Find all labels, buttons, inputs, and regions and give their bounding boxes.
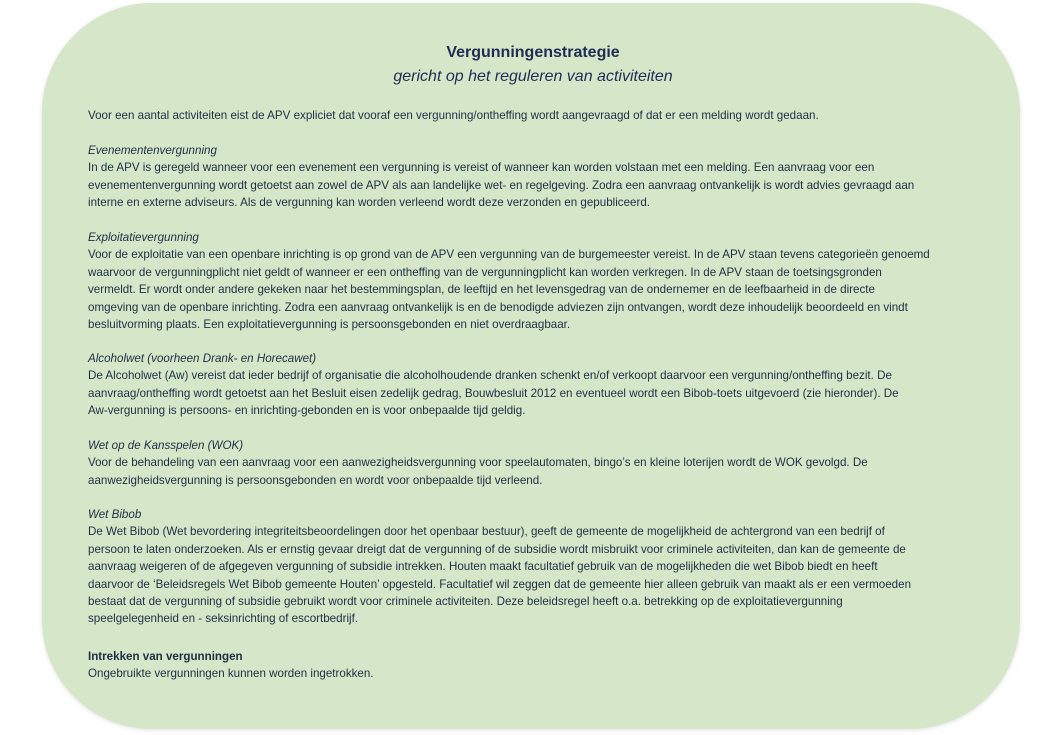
- intro-paragraph: [88, 107, 978, 124]
- section-line: waarvoor de vergunningplicht niet geldt of wanneer er een ontheffing van de vergunningplicht kan worden verkregen. In de APV staan de toetsingsgronden: [88, 265, 882, 279]
- section-line: daarvoor de ‘Beleidsregels Wet Bibob gemeente Houten’ opgesteld. Facultatief wil zeggen dat de gemeente hier alleen gebruik van maakt als er een vermoeden: [88, 577, 912, 591]
- section-line: Voor de behandeling van een aanvraag voor een aanwezigheidsvergunning voor speelautomaten, bingo’s en kleine loterijen wordt de WOK gevolgd. De: [88, 456, 868, 470]
- document-subtitle: gericht op het reguleren van activiteiten: [393, 68, 673, 85]
- section-wet-bibob: [88, 506, 978, 628]
- section-line: persoon te laten onderzoeken. Als er ernstig gevaar dreigt dat de vergunning of de subsidie wordt misbruikt voor criminele activiteiten, dan kan de gemeente de: [88, 542, 906, 556]
- intro-text: Voor een aantal activiteiten eist de APV expliciet dat vooraf een vergunning/ontheffing wordt aangevraagd of dat er een melding wordt gedaan.: [88, 109, 819, 122]
- section-intrekken: [88, 648, 978, 683]
- document-title: Vergunningenstrategie: [446, 44, 620, 61]
- closing-heading: Intrekken van vergunningen: [88, 650, 243, 663]
- section-heading: Wet op de Kansspelen (WOK): [88, 439, 244, 452]
- section-line: In de APV is geregeld wanneer voor een evenement een vergunning is vereist of wanneer kan worden volstaan met een melding. Een aanvraag voor een: [88, 161, 875, 175]
- section-line: aanvraag weigeren of de afgegeven vergunning of subsidie intrekken. Houten maakt facultatief gebruik van de mogelijkheden die wet Bibob biedt en heeft: [88, 560, 878, 574]
- section-line: speelgelegenheid en - seksinrichting of escortbedrijf.: [88, 612, 359, 626]
- section-heading: Alcoholwet (voorheen Drank- en Horecawet): [88, 352, 317, 365]
- section-line: omgeving van de openbare inrichting. Zodra een aanvraag ontvankelijk is en de benodigde adviezen zijn ontvangen, wordt deze inhoudelijk beoordeeld en vindt: [88, 300, 908, 314]
- section-line: bestaat dat de vergunning of subsidie gebruikt wordt voor criminele activiteiten. Deze beleidsregel heeft o.a. betrekking op de exploitatievergunning: [88, 595, 843, 609]
- section-line: aanwezigheidsvergunning is persoonsgebonden en wordt voor onbepaalde tijd verleend.: [88, 473, 543, 487]
- section-line: besluitvorming plaats. Een exploitatievergunning is persoonsgebonden en niet overdraagbaar.: [88, 318, 571, 332]
- section-line: vermeldt. Er wordt onder andere gekeken naar het bestemmingsplan, de leeftijd en het levensgedrag van de ondernemer en de leefbaarheid in de directe: [88, 283, 875, 297]
- section-line: interne en externe adviseurs. Als de vergunning kan worden verleend wordt deze verzonden en gepubliceerd.: [88, 196, 651, 210]
- section-evenementenvergunning: [88, 142, 978, 212]
- section-line: Voor de exploitatie van een openbare inrichting is op grond van de APV een vergunning van de burgemeester vereist. In de APV staan tevens categorieën genoemd: [88, 248, 930, 262]
- section-line: Aw-vergunning is persoons- en inrichting-gebonden en is voor onbepaalde tijd geldig.: [88, 404, 526, 418]
- section-line: evenementenvergunning wordt getoetst aan zowel de APV als aan landelijke wet- en regelgeving. Zodra een aanvraag ontvankelijk is wordt advies gevraagd aan: [88, 178, 915, 192]
- closing-text: Ongebruikte vergunningen kunnen worden ingetrokken.: [88, 667, 374, 681]
- section-heading: Evenementenvergunning: [88, 144, 217, 157]
- section-alcoholwet: [88, 350, 978, 420]
- section-line: De Wet Bibob (Wet bevordering integriteitsbeoordelingen door het openbaar bestuur), geeft de gemeente de mogelijkheid de achtergrond van een bedrijf of: [88, 525, 885, 539]
- section-heading: Wet Bibob: [88, 508, 142, 521]
- section-exploitatievergunning: [88, 229, 978, 333]
- section-wet-op-de-kansspelen: [88, 437, 978, 489]
- section-heading: Exploitatievergunning: [88, 231, 199, 244]
- section-line: aanvraag/ontheffing wordt getoetst aan het Besluit eisen zedelijk gedrag, Bouwbesluit 2012 en eventueel wordt een Bibob-toets uitgevoerd (zie hieronder). De: [88, 386, 899, 400]
- section-line: De Alcoholwet (Aw) vereist dat ieder bedrijf of organisatie die alcoholhoudende dranken schenkt en/of verkoopt daarvoor een vergunning/ontheffing bezit. De: [88, 369, 892, 383]
